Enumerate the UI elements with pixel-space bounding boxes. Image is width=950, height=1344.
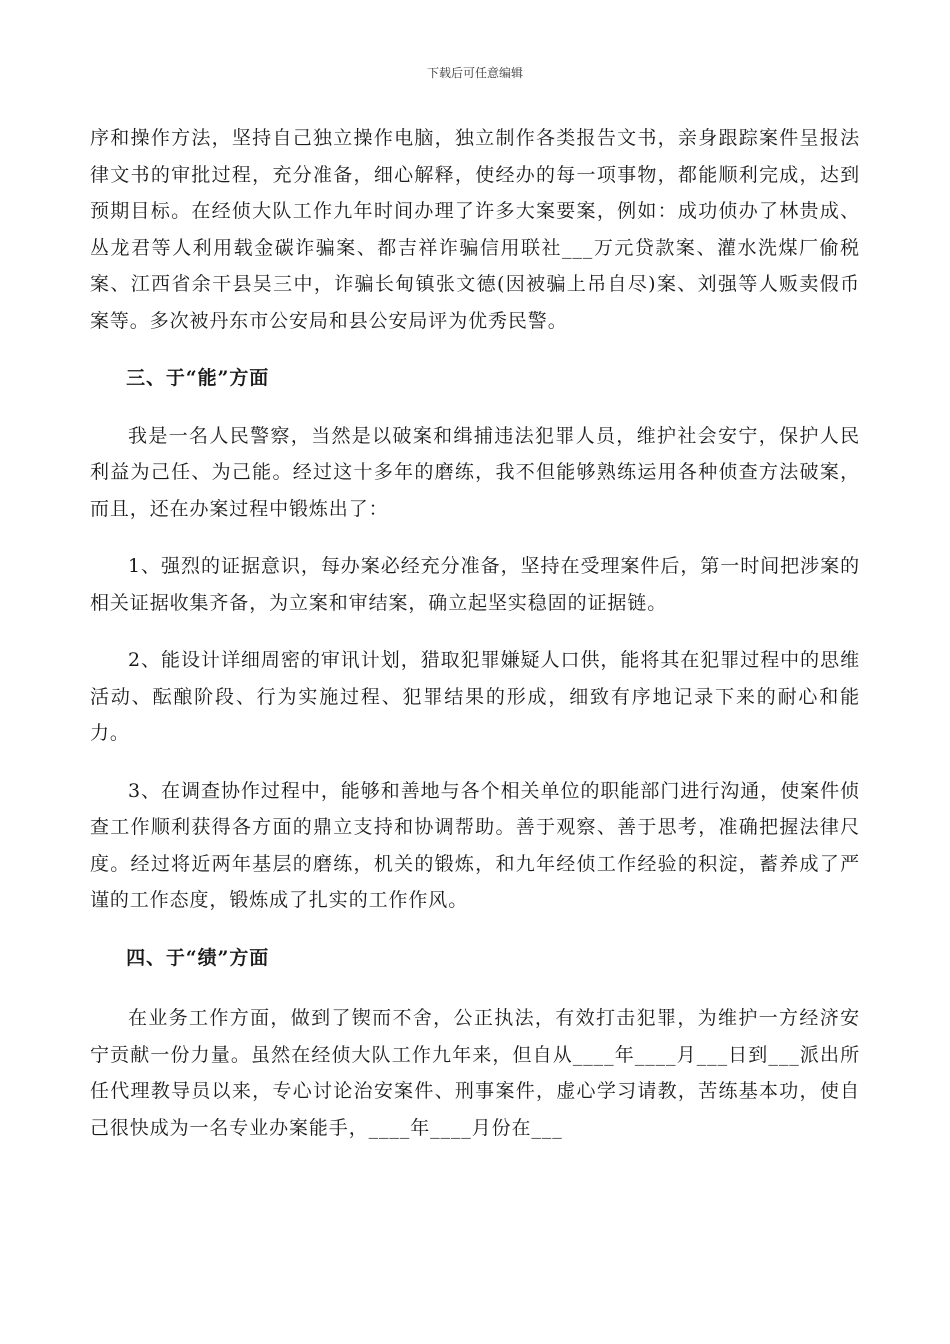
- paragraph-ability-item-1: 1、强烈的证据意识，每办案必经充分准备，坚持在受理案件后，第一时间把涉案的相关证据收集齐备，为立案和审结案，确立起坚实稳固的证据链。: [90, 555, 860, 614]
- paragraph-ability-item-3: 3、在调查协作过程中，能够和善地与各个相关单位的职能部门进行沟通，使案件侦查工作顺利获得各方面的鼎立支持和协调帮助。善于观察、善于思考，准确把握法律尺度。经过将近两年基层的磨练，机关的锻炼，和九年经侦工作经验的积淀，蓄养成了严谨的工作态度，锻炼成了扎实的工作作风。: [90, 779, 860, 911]
- paragraph-case-history: 序和操作方法，坚持自己独立操作电脑，独立制作各类报告文书，亲身跟踪案件呈报法律文书的审批过程，充分准备，细心解释，使经办的每一项事物，都能顺利完成，达到预期目标。在经侦大队工作九年时间办理了许多大案要案，例如：成功侦办了林贵成、丛龙君等人利用载金碳诈骗案、都吉祥诈骗信用联社___万元贷款案、灌水洗煤厂偷税案、江西省余干县吴三中，诈骗长甸镇张文德(因被骗上吊自尽)案、刘强等人贩卖假币案等。多次被丹东市公安局和县公安局评为优秀民警。: [90, 127, 860, 332]
- page-header: 下载后可任意编辑: [426, 66, 523, 80]
- document-body: [90, 120, 860, 1146]
- paragraph-ability-item-2: 2、能设计详细周密的审讯计划，猎取犯罪嫌疑人口供，能将其在犯罪过程中的思维活动、酝酿阶段、行为实施过程、犯罪结果的形成，细致有序地记录下来的耐心和能力。: [90, 649, 860, 744]
- paragraph-achievement: 在业务工作方面，做到了锲而不舍，公正执法，有效打击犯罪，为维护一方经济安宁贡献一份力量。虽然在经侦大队工作九年来，但自从____年____月___日到___派出所任代理教导员以来，专心讨论治安案件、刑事案件，虚心学习请教，苦练基本功，使自己很快成为一名专业办案能手，____年____月份在___: [90, 1007, 860, 1139]
- section-heading-ability: 三、于“能”方面: [126, 367, 270, 389]
- section-heading-achievement: 四、于“绩”方面: [126, 946, 270, 969]
- paragraph-ability-intro: 我是一名人民警察，当然是以破案和缉捕违法犯罪人员，维护社会安宁，保护人民利益为己任、为己能。经过这十多年的磨练，我不但能够熟练运用各种侦查方法破案，而且，还在办案过程中锻炼出了：: [90, 424, 860, 520]
